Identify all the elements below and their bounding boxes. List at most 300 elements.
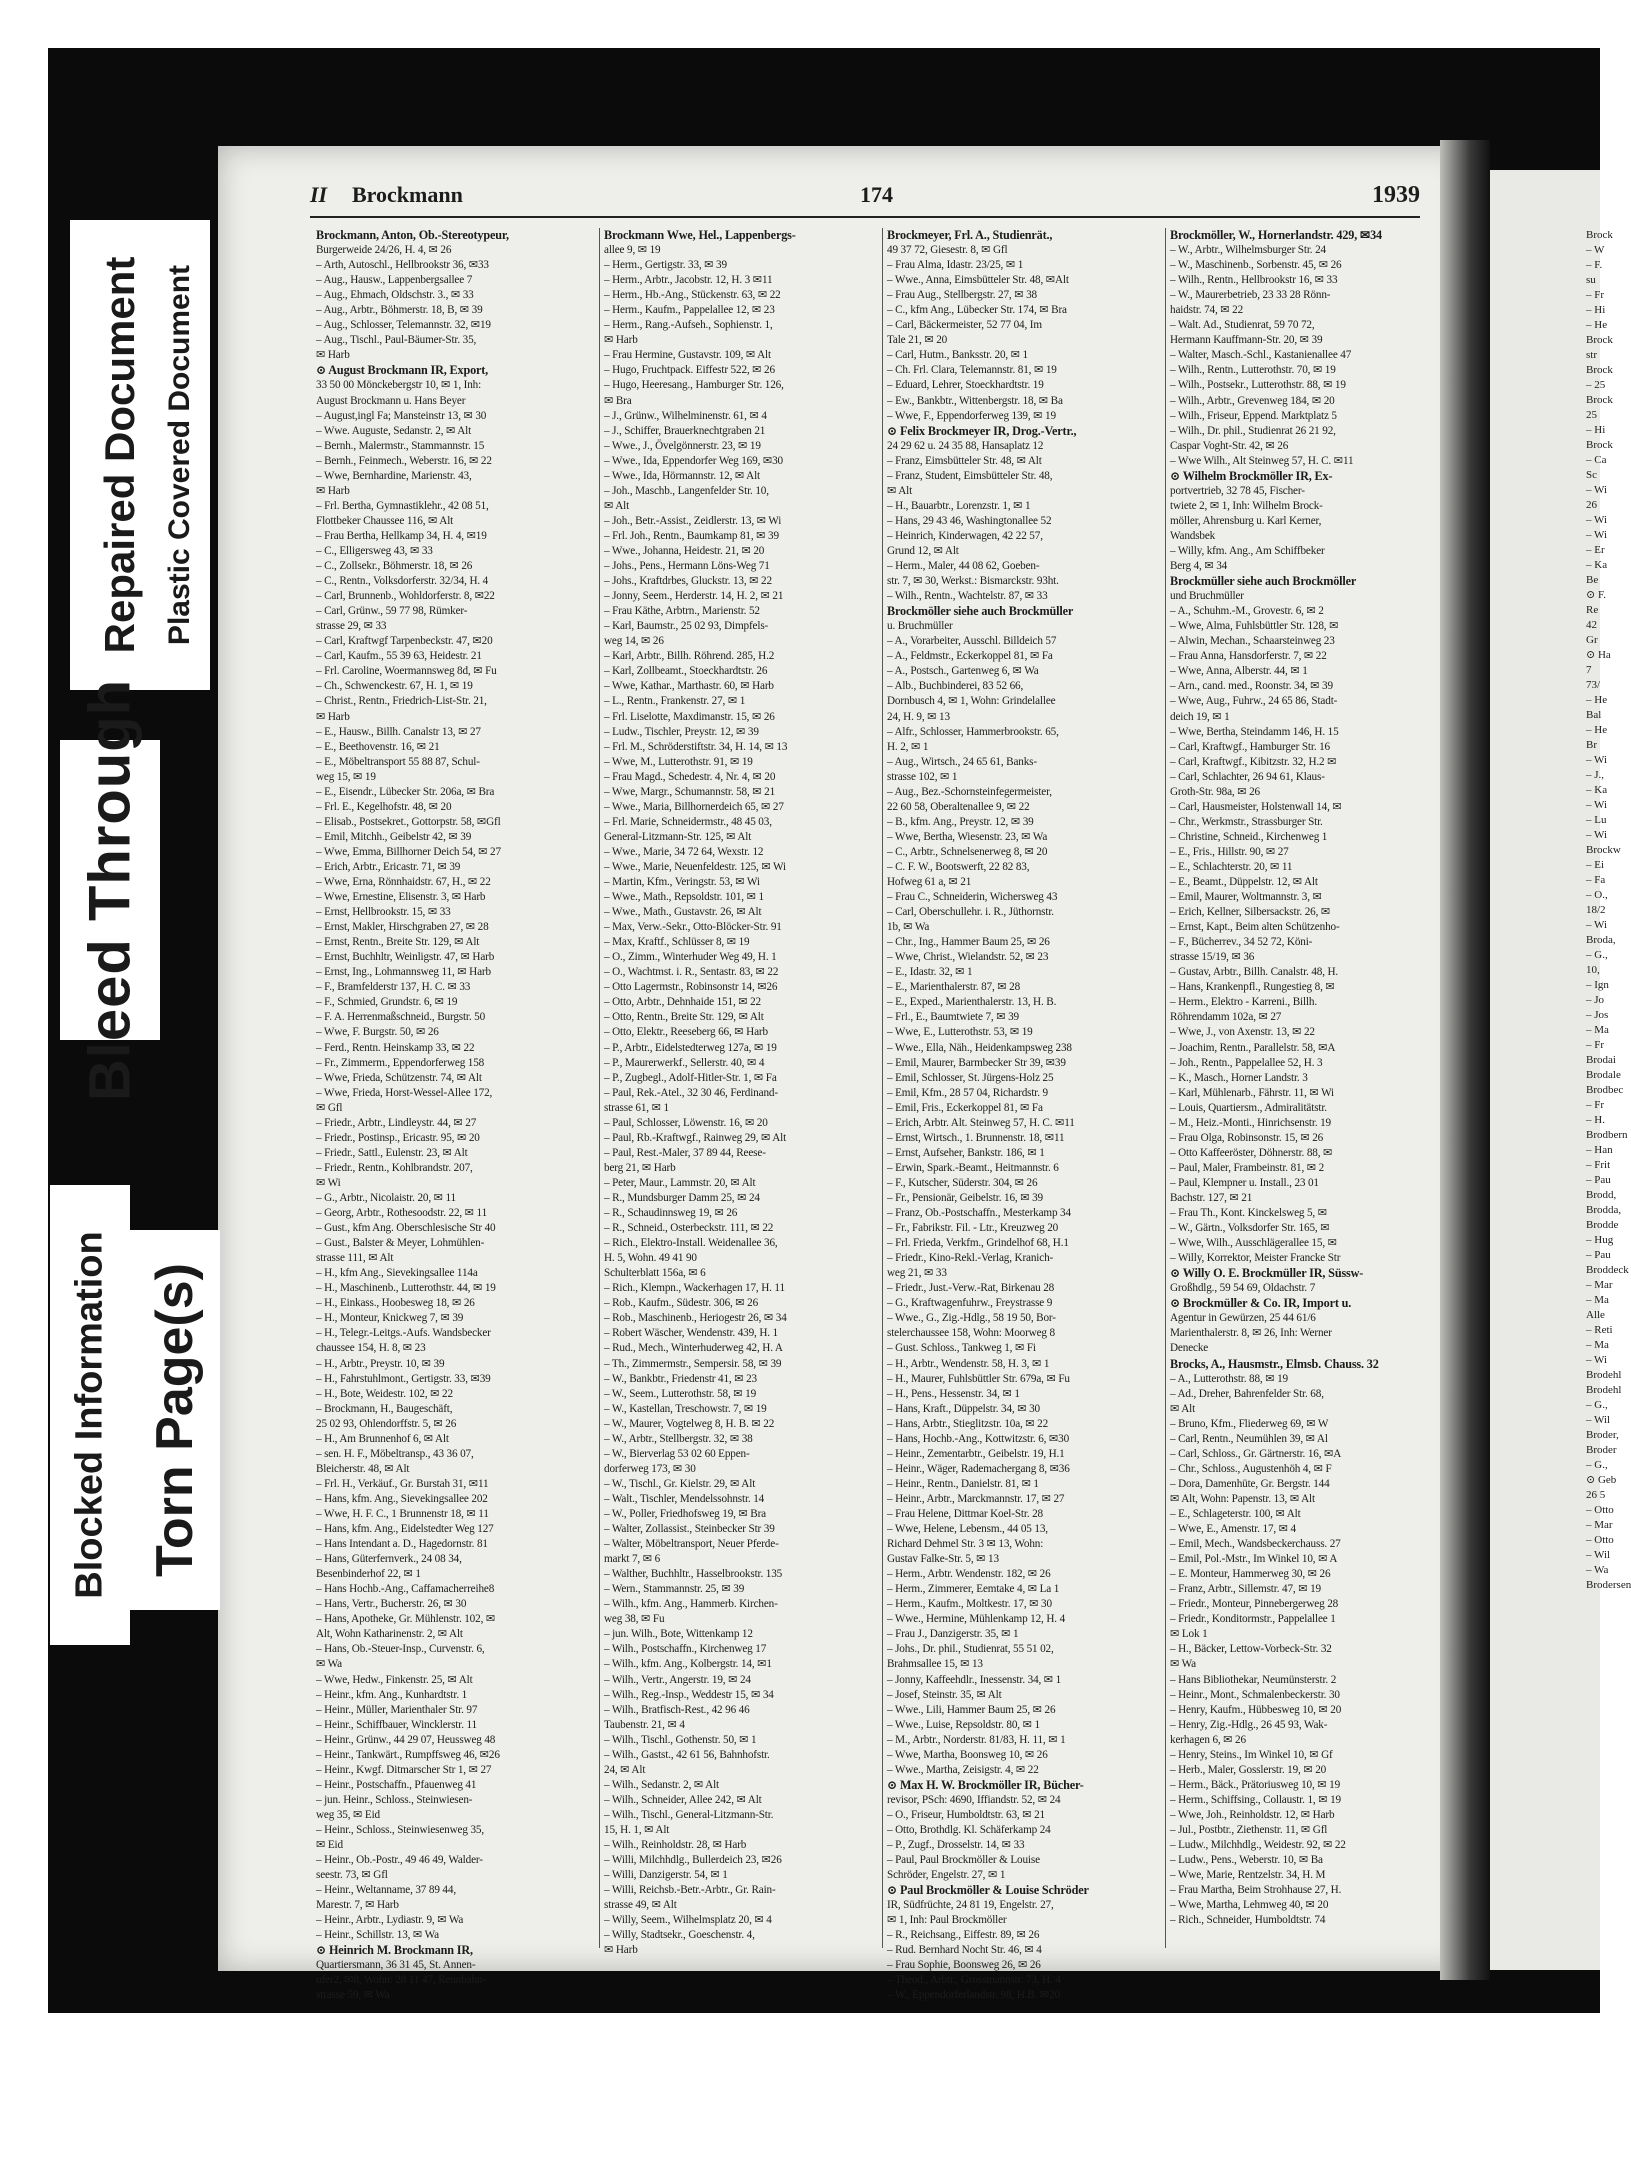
directory-entry: haidstr. 74, ✉ 22 <box>1170 304 1244 317</box>
directory-entry: – Wwe, Alma, Fuhlsbüttler Str. 128, ✉ <box>1170 620 1339 633</box>
directory-entry: – Heinrich, Kinderwagen, 42 22 57, <box>887 529 1043 542</box>
directory-entry: – Paul, Rek.-Atel., 32 30 46, Ferdinand- <box>604 1086 778 1099</box>
directory-entry: deich 19, ✉ 1 <box>1170 710 1230 723</box>
directory-entry: – Herm., Elektro - Karreni., Billh. <box>1170 996 1317 1009</box>
directory-entry: – E., Marienthalerstr. 87, ✉ 28 <box>887 981 1021 994</box>
directory-entry: – Willy, Korrektor, Meister Francke Str <box>1170 1252 1341 1265</box>
directory-entry: – M., Arbtr., Norderstr. 81/83, H. 11, ✉ 1 <box>887 1733 1066 1746</box>
directory-entry: – Carl, Grünw., 59 77 98, Rümker- <box>316 605 468 618</box>
directory-entry: – E., Beamt., Düppelstr. 12, ✉ Alt <box>1170 876 1318 889</box>
directory-entry: – Hans, Ob.-Steuer-Insp., Curvenstr. 6, <box>316 1643 485 1656</box>
directory-entry: – Karl, Zollbeamt., Stoeckhardtstr. 26 <box>604 665 768 678</box>
directory-entry: Brocks, A., Hausmstr., Elmsb. Chauss. 32 <box>1170 1356 1379 1371</box>
directory-entry: – H., Monteur, Knickweg 7, ✉ 39 <box>316 1312 464 1325</box>
directory-entry: – Wwe, Ernestine, Elisenstr. 3, ✉ Harb <box>316 891 486 904</box>
directory-entry: ⊙ Willy O. E. Brockmüller IR, Süssw- <box>1170 1266 1364 1281</box>
directory-entry: – Ernst, Hellbrookstr. 15, ✉ 33 <box>316 906 451 919</box>
directory-entry: – P., Arbtr., Eidelstedterweg 127a, ✉ 19 <box>604 1041 777 1054</box>
directory-entry: – Wilh., Bratfisch-Rest., 42 96 46 <box>604 1703 750 1716</box>
directory-entry: – Paul, Rest.-Maler, 37 89 44, Reese- <box>604 1146 766 1159</box>
directory-entry: – Otto Kaffeeröster, Döhnerstr. 88, ✉ <box>1170 1146 1333 1159</box>
fragment-entry: Brock <box>1586 229 1613 241</box>
directory-entry: kerhagen 6, ✉ 26 <box>1170 1733 1246 1746</box>
directory-entry: – Wwe., Hermine, Mühlenkamp 12, H. 4 <box>887 1613 1066 1626</box>
directory-entry: – Wwe, F., Eppendorferweg 139, ✉ 19 <box>887 409 1056 422</box>
directory-entry: – Rich., Elektro-Install. Weidenallee 36, <box>604 1237 778 1250</box>
directory-entry: Quartiersmann, 36 31 45, St. Annen- <box>316 1959 476 1972</box>
directory-entry: General-Litzmann-Str. 125, ✉ Alt <box>604 830 752 843</box>
directory-entry: – Wwe, Martha, Lehmweg 40, ✉ 20 <box>1170 1899 1329 1912</box>
directory-entry: – Heinr., Zementarbtr., Geibelstr. 19, H.1 <box>887 1447 1065 1460</box>
directory-entry: ✉ Alt <box>604 499 630 512</box>
fragment-entry: – Wi <box>1586 1354 1608 1366</box>
directory-entry: – Bernh., Feinmech., Weberstr. 16, ✉ 22 <box>316 454 492 467</box>
directory-entry: – Friedr., Rentn., Kohlbrandstr. 207, <box>316 1161 473 1174</box>
directory-entry: – A., Lutterothstr. 88, ✉ 19 <box>1170 1372 1288 1385</box>
column-2 <box>599 228 874 1957</box>
directory-entry: – Rud. Bernhard Nocht Str. 46, ✉ 4 <box>887 1944 1042 1957</box>
directory-entry: – R., Schneid., Osterbeckstr. 111, ✉ 22 <box>604 1222 774 1235</box>
directory-entry: – Aug., Bez.-Schornsteinfegermeister, <box>887 785 1052 798</box>
directory-entry: – Joh., Betr.-Assist., Zeidlerstr. 13, ✉ Wi <box>604 514 782 527</box>
directory-entry: – Frau Alma, Idastr. 23/25, ✉ 1 <box>887 259 1024 272</box>
directory-entry: – G., Arbtr., Nicolaistr. 20, ✉ 11 <box>316 1192 456 1204</box>
directory-entry: – Wwe, Helene, Lebensm., 44 05 13, <box>887 1523 1048 1536</box>
directory-entry: – Frl. Bertha, Gymnastiklehr., 42 08 51, <box>316 499 489 512</box>
directory-entry: – Heinr., Arbtr., Marckmannstr. 17, ✉ 27 <box>887 1492 1065 1505</box>
directory-entry: – O., Friseur, Humboldtstr. 63, ✉ 21 <box>887 1808 1045 1821</box>
book-gutter <box>1440 140 1490 1980</box>
directory-entry: IR, Südfrüchte, 24 81 19, Engelstr. 27, <box>887 1899 1054 1912</box>
directory-entry: Tale 21, ✉ 20 <box>887 334 948 347</box>
directory-entry: Taubenstr. 21, ✉ 4 <box>604 1718 685 1731</box>
directory-entry: Brockmann, Anton, Ob.-Stereotypeur, <box>316 228 509 242</box>
directory-entry: – P., Zugf., Drosselstr. 14, ✉ 33 <box>887 1839 1025 1852</box>
directory-entry: – Josef, Steinstr. 35, ✉ Alt <box>887 1688 1002 1701</box>
directory-entry: – E., Fris., Hillstr. 90, ✉ 27 <box>1170 845 1289 858</box>
directory-entry: – W., Maschinenb., Sorbenstr. 45, ✉ 26 <box>1170 259 1342 272</box>
bleed-through-tab <box>60 678 160 1102</box>
directory-entry: – Franz, Arbtr., Sillemstr. 47, ✉ 19 <box>1170 1583 1321 1596</box>
directory-entry: markt 7, ✉ 6 <box>604 1553 661 1566</box>
directory-entry: – Wwe., Anna, Eimsbütteler Str. 48, ✉Alt <box>887 274 1069 287</box>
directory-entry: – Herm., Arbtr. Wendenstr. 182, ✉ 26 <box>887 1568 1051 1581</box>
directory-entry: Hermann Kauffmann-Str. 20, ✉ 39 <box>1170 334 1323 347</box>
directory-entry: – Heinr., Schiffbauer, Wincklerstr. 11 <box>316 1718 477 1731</box>
directory-entry: – Heinr., Postschaffn., Pfauenweg 41 <box>316 1778 477 1791</box>
directory-entry: str. 7, ✉ 30, Werkst.: Bismarckstr. 93ht. <box>887 575 1059 588</box>
directory-entry: Röhrendamm 102a, ✉ 27 <box>1170 1011 1282 1024</box>
directory-entry: – Wwe, Wilh., Ausschlägerallee 15, ✉ <box>1170 1237 1337 1250</box>
fragment-entry: 73/ <box>1586 679 1601 691</box>
directory-entry: – Emil, Pol.-Mstr., Im Winkel 10, ✉ A <box>1170 1553 1338 1566</box>
directory-entry: – Fr., Fabrikstr. Fil. - Ltr., Kreuzweg 20 <box>887 1222 1059 1235</box>
fragment-entry: – Fr <box>1586 1039 1605 1051</box>
directory-entry: – C., Elligersweg 43, ✉ 33 <box>316 544 433 557</box>
directory-entry: – R., Schaudinnsweg 19, ✉ 26 <box>604 1207 738 1220</box>
directory-entry: – Wwe, Bertha, Steindamm 146, H. 15 <box>1170 725 1339 738</box>
directory-entry: strasse 102, ✉ 1 <box>887 770 958 783</box>
directory-entry: ✉ Wi <box>316 1176 341 1189</box>
directory-entry: – W., Tischl., Gr. Kielstr. 29, ✉ Alt <box>604 1477 756 1490</box>
directory-entry: Schröder, Engelstr. 27, ✉ 1 <box>887 1869 1006 1882</box>
directory-entry: – Henry, Zig.-Hdlg., 26 45 93, Wak- <box>1170 1718 1328 1731</box>
directory-entry: – Frl. E., Kegelhofstr. 48, ✉ 20 <box>316 800 452 813</box>
directory-entry: – Arth, Autoschl., Hellbrookstr 36, ✉33 <box>316 259 489 272</box>
directory-entry: Schulterblatt 156a, ✉ 6 <box>604 1267 706 1280</box>
directory-entry: – Carl, Schlachter, 26 94 61, Klaus- <box>1170 770 1325 783</box>
directory-entry: – Emil, Fris., Eckerkoppel 81, ✉ Fa <box>887 1101 1043 1114</box>
directory-entry: – Rob., Kaufm., Südestr. 306, ✉ 26 <box>604 1297 759 1310</box>
directory-entry: Alt, Wohn Katharinenstr. 2, ✉ Alt <box>316 1628 463 1641</box>
directory-entry: – Hans, Güterfernverk., 24 08 34, <box>316 1553 462 1566</box>
directory-entry: – Emil, Mech., Wandsbeckerchauss. 27 <box>1170 1538 1341 1551</box>
directory-entry: – Walter, Masch.-Schl., Kastanienallee 47 <box>1170 349 1352 362</box>
directory-entry: – Paul, Paul Brockmöller & Louise <box>887 1854 1040 1867</box>
directory-entry: – Herm., Kaufm., Pappelallee 12, ✉ 23 <box>604 304 775 317</box>
directory-entry: – August,ingl Fa; Mansteinstr 13, ✉ 30 <box>316 409 487 422</box>
directory-entry: Brockmöller, W., Hornerlandstr. 429, ✉34 <box>1170 228 1382 242</box>
directory-entry: ✉ Bra <box>604 394 632 407</box>
directory-entry: – Aug., Arbtr., Böhmerstr. 18, B, ✉ 39 <box>316 304 483 317</box>
directory-entry: – Frl. H., Verkäuf., Gr. Burstah 31, ✉11 <box>316 1477 489 1490</box>
directory-entry: Brockmöller siehe auch Brockmüller <box>887 604 1074 619</box>
directory-entry: Burgerweide 24/26, H. 4, ✉ 26 <box>316 244 452 257</box>
fragment-entry: – Otto <box>1586 1504 1614 1516</box>
directory-entry: – Karl, Baumstr., 25 02 93, Dimpfels- <box>604 620 769 633</box>
directory-entry: ✉ Harb <box>316 349 350 362</box>
directory-entry: ⊙ Felix Brockmeyer IR, Drog.-Vertr., <box>887 423 1077 438</box>
directory-entry: – Friedr., Arbtr., Lindleystr. 44, ✉ 27 <box>316 1116 477 1129</box>
directory-entry: – Eduard, Lehrer, Stoeckhardtstr. 19 <box>887 379 1044 392</box>
fragment-entry: – Wil <box>1586 1549 1611 1561</box>
directory-entry: 24 29 62 u. 24 35 88, Hansaplatz 12 <box>887 439 1044 452</box>
directory-entry: – Karl, Arbtr., Billh. Röhrend. 285, H.2 <box>604 650 775 663</box>
directory-entry: – Henry, Kaufm., Hübbesweg 10, ✉ 20 <box>1170 1703 1342 1716</box>
directory-entry: – Frau Hermine, Gustavstr. 109, ✉ Alt <box>604 349 771 362</box>
directory-entry: – Wwe., Math., Gustavstr. 26, ✉ Alt <box>604 906 762 919</box>
directory-entry: – Wilh., Postschaffn., Kirchenweg 17 <box>604 1643 767 1656</box>
directory-entry: – H., Telegr.-Leitgs.-Aufs. Wandsbecker <box>316 1327 491 1340</box>
directory-entry: – Herm., Schiffsing., Collaustr. 1, ✉ 19 <box>1170 1793 1341 1806</box>
directory-entry: – E., Schlageterstr. 100, ✉ Alt <box>1170 1507 1301 1520</box>
directory-entry: – Wilh., Rentn., Hellbrookstr 16, ✉ 33 <box>1170 274 1338 287</box>
directory-entry: – Wwe, Erna, Rönnhaidstr. 67, H., ✉ 22 <box>316 876 491 889</box>
directory-entry: – Wwe, E., Lutterothstr. 53, ✉ 19 <box>887 1026 1033 1039</box>
column-1 <box>316 228 586 2002</box>
directory-entry: – Wilh., Tischl., Gothenstr. 50, ✉ 1 <box>604 1733 757 1746</box>
directory-entry: – Dora, Damenhüte, Gr. Bergstr. 144 <box>1170 1477 1330 1490</box>
directory-entry: – Herb., Maler, Gosslerstr. 19, ✉ 20 <box>1170 1763 1327 1776</box>
fragment-entry: 26 <box>1586 499 1597 511</box>
torn-pages-tab <box>130 1230 220 1610</box>
directory-entry: – Paul, Klempner u. Install., 23 01 <box>1170 1176 1319 1189</box>
directory-entry: – F., Kutscher, Süderstr. 304, ✉ 26 <box>887 1176 1038 1189</box>
directory-entry: – Walther, Buchhltr., Hasselbrookstr. 135 <box>604 1568 783 1581</box>
directory-entry: – Wwe Wilh., Alt Steinweg 57, H. C. ✉11 <box>1170 454 1354 467</box>
directory-entry: – Hans, kfm. Ang., Eidelstedter Weg 127 <box>316 1523 494 1536</box>
directory-entry: – Wilh., Friseur, Eppend. Marktplatz 5 <box>1170 409 1337 422</box>
directory-entry: – Wilh., Postsekr., Lutterothstr. 88, ✉ 19 <box>1170 379 1346 392</box>
directory-entry: – Karl, Mühlenarb., Fährstr. 11, ✉ Wi <box>1170 1086 1335 1099</box>
fragment-entry: – Wil <box>1586 1414 1611 1426</box>
directory-entry: u. Bruchmüller <box>887 620 953 633</box>
directory-entry: 15, H. 1, ✉ Alt <box>604 1823 670 1836</box>
fragment-entry: – Wi <box>1586 484 1608 496</box>
directory-entry: – Frau Magd., Schedestr. 4, Nr. 4, ✉ 20 <box>604 770 776 783</box>
directory-entry: – Aug., Hausw., Lappenbergsallee 7 <box>316 274 473 287</box>
directory-entry: – Carl, Schloss., Gr. Gärtnerstr. 16, ✉A <box>1170 1447 1342 1460</box>
directory-entry: ⊙ Wilhelm Brockmöller IR, Ex- <box>1170 468 1333 483</box>
fragment-entry: – Ca <box>1586 454 1607 466</box>
directory-entry: – A., Vorarbeiter, Ausschl. Billdeich 57 <box>887 635 1057 648</box>
directory-entry: – W., Kastellan, Treschowstr. 7, ✉ 19 <box>604 1402 767 1415</box>
directory-entry: ✉ Alt, Wohn: Papenstr. 13, ✉ Alt <box>1170 1492 1315 1505</box>
directory-entry: – Wwe, M., Lutterothstr. 91, ✉ 19 <box>604 755 753 768</box>
fragment-entry: – Wi <box>1586 829 1608 841</box>
directory-entry: – Ernst, Makler, Hirschgraben 27, ✉ 28 <box>316 921 489 934</box>
directory-entry: – B., kfm. Ang., Preystr. 12, ✉ 39 <box>887 815 1034 828</box>
directory-entry: – Heinr., Schillstr. 13, ✉ Wa <box>316 1929 439 1942</box>
directory-entry: – Hugo, Fruchtpack. Eiffestr 522, ✉ 26 <box>604 364 775 377</box>
fragment-entry: Brodbern <box>1586 1129 1628 1141</box>
directory-entry: – Wilh., Schneider, Allee 242, ✉ Alt <box>604 1793 762 1806</box>
directory-entry: – Frl. Marie, Schneidermstr., 48 45 03, <box>604 815 772 828</box>
directory-entry: – Wwe, Joh., Reinholdstr. 12, ✉ Harb <box>1170 1808 1335 1821</box>
fragment-entry: – Wi <box>1586 754 1608 766</box>
directory-entry: – Brockmann, H., Baugeschäft, <box>316 1402 453 1415</box>
fragment-entry: ⊙ Geb <box>1586 1474 1617 1486</box>
directory-entry: ✉ Alt <box>1170 1402 1196 1415</box>
directory-entry: 33 50 00 Mönckebergstr 10, ✉ 1, Inh: <box>316 379 482 392</box>
fragment-entry: Brodale <box>1586 1069 1621 1081</box>
directory-entry: – Johs., Dr. phil., Studienrat, 55 51 02, <box>887 1643 1054 1656</box>
fragment-entry: Alle <box>1586 1309 1605 1321</box>
directory-entry: – Ernst, Wirtsch., 1. Brunnenstr. 18, ✉11 <box>887 1131 1065 1144</box>
fragment-entry: – Jo <box>1586 994 1605 1006</box>
directory-entry: – Friedr., Postinsp., Ericastr. 95, ✉ 20 <box>316 1131 480 1144</box>
directory-entry: – Hans, Apotheke, Gr. Mühlenstr. 102, ✉ <box>316 1613 496 1626</box>
directory-entry: H. 2, ✉ 1 <box>887 740 929 753</box>
next-page-fragment <box>1586 228 1631 1948</box>
directory-entry: – H., Bäcker, Lettow-Vorbeck-Str. 32 <box>1170 1643 1332 1656</box>
directory-entry: – Otto Lagermstr., Robinsonstr 14, ✉26 <box>604 981 778 994</box>
directory-entry: – W., Gärtn., Volksdorfer Str. 165, ✉ <box>1170 1222 1330 1235</box>
fragment-entry: Bal <box>1586 709 1602 721</box>
plastic-covered-tab <box>150 220 210 690</box>
directory-entry: – Emil, Maurer, Barmbecker Str 39, ✉39 <box>887 1056 1066 1069</box>
directory-entry: – Herm., Maler, 44 08 62, Goeben- <box>887 560 1040 573</box>
directory-entry: – Emil, Maurer, Woltmannstr. 3, ✉ <box>1170 891 1322 904</box>
directory-entry: – Wwe, Christ., Wielandstr. 52, ✉ 23 <box>887 951 1049 964</box>
directory-entry: Großhdlg., 59 54 69, Oldachstr. 7 <box>1170 1282 1316 1295</box>
directory-entry: Dornbusch 4, ✉ 1, Wohn: Grindelallee <box>887 695 1056 708</box>
fragment-entry: Brock <box>1586 394 1613 406</box>
directory-entry: – Wwe., Ida, Hörmannstr. 12, ✉ Alt <box>604 469 761 482</box>
fragment-entry: Brock <box>1586 334 1613 346</box>
directory-entry: – H., Fahrstuhlmont., Gertigstr. 33, ✉39 <box>316 1372 491 1385</box>
directory-entry: – W., Eppendorferlandstr. 98, H.B. ✉20 <box>887 1989 1061 2002</box>
directory-entry: ✉ Harb <box>604 1944 638 1957</box>
directory-entry: – Louis, Quartiersm., Admiralitätstr. <box>1170 1101 1327 1114</box>
directory-entry: – Ernst, Buchhltr, Weinligstr. 47, ✉ Harb <box>316 951 495 964</box>
directory-entry: – E., Beethovenstr. 16, ✉ 21 <box>316 740 440 753</box>
directory-entry: – Carl, Kraftwgf., Kibitzstr. 32, H.2 ✉ <box>1170 755 1337 768</box>
directory-entry: – E., Hausw., Billh. Canalstr 13, ✉ 27 <box>316 725 481 738</box>
directory-entry: – Emil, Mitchh., Geibelstr 42, ✉ 39 <box>316 830 472 843</box>
directory-entry: – Rob., Maschinenb., Heriogestr 26, ✉ 34 <box>604 1312 787 1325</box>
directory-entry: – Hans Intendant a. D., Hagedornstr. 81 <box>316 1538 488 1551</box>
column-4 <box>1165 228 1440 1948</box>
fragment-entry: – Frit <box>1586 1159 1611 1171</box>
directory-entry: – Wwe, H. F. C., 1 Brunnenstr 18, ✉ 11 <box>316 1507 489 1520</box>
directory-entry: Brockmüller siehe auch Brockmöller <box>1170 574 1357 589</box>
directory-entry: – Hans, Krankenpfl., Rungestieg 8, ✉ <box>1170 981 1335 994</box>
directory-entry: – Heinr., Mont., Schmalenbeckerstr. 30 <box>1170 1688 1340 1701</box>
fragment-entry: Brodehl <box>1586 1369 1622 1381</box>
directory-entry: twiete 2, ✉ 1, Inh: Wilhelm Brock- <box>1170 499 1323 512</box>
directory-entry: – Franz, Student, Eimsbütteler Str. 48, <box>887 469 1053 482</box>
directory-entry: – Johs., Pens., Hermann Löns-Weg 71 <box>604 560 770 573</box>
directory-entry: – O., Zimm., Winterhuder Weg 49, H. 1 <box>604 951 777 964</box>
directory-entry: – Wwe, Margr., Schumannstr. 58, ✉ 21 <box>604 785 776 798</box>
directory-entry: – H., Arbtr., Preystr. 10, ✉ 39 <box>316 1357 445 1370</box>
directory-entry: ⊙ Heinrich M. Brockmann IR, <box>316 1943 473 1958</box>
directory-entry: – Frau Martha, Beim Strohhause 27, H. <box>1170 1884 1342 1897</box>
directory-entry: – Herm., Rang.-Aufseh., Sophienstr. 1, <box>604 319 773 332</box>
repaired-document-label: Repaired Document <box>96 256 143 654</box>
fragment-entry: – Ign <box>1586 979 1609 991</box>
directory-entry: – Heinr., Arbtr., Lydiastr. 9, ✉ Wa <box>316 1914 464 1927</box>
fragment-entry: – Pau <box>1586 1249 1611 1261</box>
directory-entry: – W., Arbtr., Stellbergstr. 32, ✉ 38 <box>604 1432 753 1445</box>
fragment-entry: – Ma <box>1586 1339 1609 1351</box>
directory-entry: – Wwe., Ella, Näh., Heidenkampsweg 238 <box>887 1041 1072 1054</box>
directory-entry: – Frau Käthe, Arbtrn., Marienstr. 52 <box>604 605 760 618</box>
fragment-entry: Broder <box>1586 1444 1617 1456</box>
page-header <box>310 180 1420 218</box>
year-label: 1939 <box>1372 182 1420 208</box>
directory-entry: – Friedr., Monteur, Pinnebergerweg 28 <box>1170 1598 1339 1611</box>
directory-entry: – Wilh., kfm. Ang., Kolbergstr. 14, ✉1 <box>604 1658 772 1671</box>
bleed-through-label: Bleed Through <box>77 678 143 1102</box>
directory-entry: revisor, PSch: 4690, Iffiandstr. 52, ✉ 24 <box>887 1793 1061 1806</box>
directory-entry: – Frl. Caroline, Woermannsweg 8d, ✉ Fu <box>316 665 497 678</box>
fragment-entry: Broddeck <box>1586 1264 1629 1276</box>
directory-entry: – J., Schiffer, Brauerknechtgraben 21 <box>604 424 766 437</box>
directory-entry: – Heinr., Grünw., 44 29 07, Heussweg 48 <box>316 1733 496 1746</box>
directory-entry: – W., Poller, Friedhofsweg 19, ✉ Bra <box>604 1507 767 1520</box>
directory-entry: Grund 12, ✉ Alt <box>887 544 959 557</box>
directory-entry: – Wwe., Lili, Hammer Baum 25, ✉ 26 <box>887 1703 1056 1716</box>
directory-entry: – Herm., Kaufm., Moltkestr. 17, ✉ 30 <box>887 1598 1052 1611</box>
fragment-entry: – Ka <box>1586 559 1608 571</box>
fragment-entry: – F. <box>1586 259 1603 271</box>
directory-entry: – G., Kraftwagenfuhrw., Freystrasse 9 <box>887 1297 1053 1310</box>
fragment-entry: – Wi <box>1586 919 1608 931</box>
fragment-entry: 25 <box>1586 409 1597 421</box>
directory-entry: Agentur in Gewürzen, 25 44 61/6 <box>1170 1312 1316 1325</box>
directory-entry: 24, ✉ Alt <box>604 1763 646 1776</box>
directory-entry: August Brockmann u. Hans Beyer <box>316 394 466 407</box>
directory-entry: – Herm., Hb.-Ang., Stückenstr. 63, ✉ 22 <box>604 289 781 302</box>
directory-entry: – Wwe, Hedw., Finkenstr. 25, ✉ Alt <box>316 1673 473 1686</box>
directory-entry: – Otto, Rentn., Breite Str. 129, ✉ Alt <box>604 1011 764 1024</box>
directory-entry: – Theod., Arbtr., Grossmannstr. 73, H. 4 <box>887 1974 1061 1987</box>
directory-entry: – Wwe., Johanna, Heidestr. 21, ✉ 20 <box>604 544 765 557</box>
fragment-entry: Brodda, <box>1586 1204 1622 1216</box>
directory-entry: ⊙ Max H. W. Brockmöller IR, Bücher- <box>887 1777 1084 1792</box>
directory-entry: – Willy, Stadtsekr., Goeschenstr. 4, <box>604 1929 755 1942</box>
fragment-entry: Brodai <box>1586 1054 1616 1066</box>
directory-entry: – Walter, Zollassist., Steinbecker Str 39 <box>604 1523 775 1536</box>
directory-entry: – E., Idastr. 32, ✉ 1 <box>887 966 973 979</box>
directory-entry: – Peter, Maur., Lammstr. 20, ✉ Alt <box>604 1176 756 1189</box>
fragment-entry: – Ma <box>1586 1024 1609 1036</box>
directory-entry: 1b, ✉ Wa <box>887 921 930 934</box>
directory-entry: Denecke <box>1170 1342 1209 1355</box>
directory-entry: – Walt. Ad., Studienrat, 59 70 72, <box>1170 319 1315 332</box>
fragment-entry: – He <box>1586 319 1608 331</box>
directory-entry: – Hugo, Heeresang., Hamburger Str. 126, <box>604 379 784 392</box>
directory-entry: – Ad., Dreher, Bahrenfelder Str. 68, <box>1170 1387 1324 1400</box>
directory-entry: ✉ Eid <box>316 1839 343 1852</box>
directory-entry: – Gustav, Arbtr., Billh. Canalstr. 48, H. <box>1170 966 1339 979</box>
directory-entry: – Wilh., Sedanstr. 2, ✉ Alt <box>604 1778 719 1791</box>
fragment-entry: – Fr <box>1586 1099 1605 1111</box>
fragment-entry: 42 <box>1586 619 1597 631</box>
directory-entry: – Fr., Zimmerm., Eppendorferweg 158 <box>316 1056 485 1069</box>
directory-entry: – Wwe, Anna, Alberstr. 44, ✉ 1 <box>1170 665 1308 678</box>
directory-entry: ⊙ Brockmüller & Co. IR, Import u. <box>1170 1296 1352 1311</box>
directory-entry: – H., kfm Ang., Sievekingsallee 114a <box>316 1267 478 1280</box>
fragment-entry: su <box>1586 274 1596 286</box>
directory-entry: – L., Rentn., Frankenstr. 27, ✉ 1 <box>604 695 746 708</box>
directory-entry: Hofweg 61 a, ✉ 21 <box>887 876 972 889</box>
fragment-entry: – Ei <box>1586 859 1605 871</box>
fragment-entry: – Otto <box>1586 1534 1614 1546</box>
directory-entry: ✉ Harb <box>316 484 350 497</box>
running-head-name: Brockmann <box>352 182 463 207</box>
directory-entry: – P., Maurerwerkf., Sellerstr. 40, ✉ 4 <box>604 1056 765 1069</box>
fragment-entry: – Hi <box>1586 304 1606 316</box>
directory-entry: – Aug., Tischl., Paul-Bäumer-Str. 35, <box>316 334 477 347</box>
directory-entry: – Max, Verw.-Sekr., Otto-Blöcker-Str. 91 <box>604 921 782 934</box>
fragment-entry: – J., <box>1586 769 1605 781</box>
directory-entry: – Ch., Schwenckestr. 67, H. 1, ✉ 19 <box>316 680 473 693</box>
fragment-entry: – Lu <box>1586 814 1607 826</box>
directory-entry: weg 21, ✉ 33 <box>887 1267 947 1280</box>
directory-entry: – Herm., Gertigstr. 33, ✉ 39 <box>604 259 727 272</box>
directory-entry: – Wwe., Marie, 34 72 64, Wexstr. 12 <box>604 845 764 858</box>
fragment-entry: – Pau <box>1586 1174 1611 1186</box>
directory-entry: – jun. Wilh., Bote, Wittenkamp 12 <box>604 1628 753 1641</box>
fragment-entry: – Mar <box>1586 1279 1613 1291</box>
directory-entry: – Th., Zimmermstr., Sempersir. 58, ✉ 39 <box>604 1357 782 1370</box>
directory-entry: – Hans, Vertr., Bucherstr. 26, ✉ 30 <box>316 1598 467 1611</box>
directory-entry: – Friedr., Sattl., Eulenstr. 23, ✉ Alt <box>316 1146 468 1159</box>
directory-entry: – P., Zugbegl., Adolf-Hitler-Str. 1, ✉ Fa <box>604 1071 777 1084</box>
directory-entry: – Wwe, Bernhardine, Marienstr. 43, <box>316 469 472 482</box>
directory-entry: – E., Schlachterstr. 20, ✉ 11 <box>1170 860 1293 873</box>
fragment-entry: Brock <box>1586 364 1613 376</box>
directory-entry: – Alwin, Mechan., Schaarsteinweg 23 <box>1170 635 1335 648</box>
directory-entry: – Paul, Rb.-Kraftwgf., Rainweg 29, ✉ Alt <box>604 1131 787 1144</box>
directory-entry: – H., Am Brunnenhof 6, ✉ Alt <box>316 1432 449 1445</box>
directory-entry: – Hans Hochb.-Ang., Caffamacherreihe8 <box>316 1583 495 1596</box>
directory-entry: – K., Masch., Horner Landstr. 3 <box>1170 1071 1308 1084</box>
fragment-entry: Br <box>1586 739 1597 751</box>
